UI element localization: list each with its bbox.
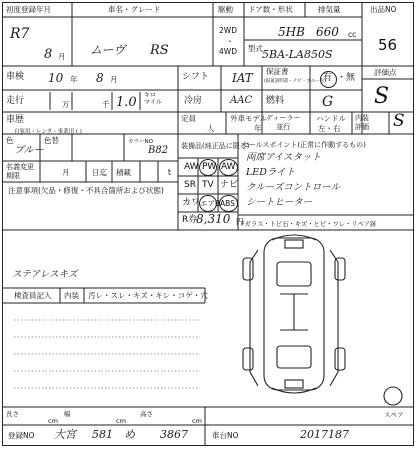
length-label: 長さ (6, 410, 19, 418)
abs-circle (219, 195, 238, 212)
glass-footer: Fガラス・トビ石・キズ・ヒビ・ワレ・リペア跡 (241, 221, 377, 228)
history-sub: 自家用・レンタ・事業用 ( ) (14, 129, 82, 135)
shift: IAT (232, 71, 253, 85)
drive-sep: ・ (226, 37, 234, 46)
interior-notes-options: 汚レ・スレ・キズ・キレ・コゲ・穴 (88, 291, 208, 300)
interior-score: S (393, 111, 405, 131)
ac-label: 冷房 (184, 96, 203, 106)
exhibit-number: 56 (378, 36, 398, 54)
fuel-label: 燃料 (266, 96, 285, 106)
name-change-month: 月 (62, 168, 70, 177)
aw-circle (219, 159, 238, 176)
fuel: G (322, 94, 334, 110)
recycle-value: 8,310 (196, 212, 231, 226)
model-label: 型式 (248, 44, 263, 53)
equip-aw-2: AW (221, 162, 236, 172)
height-unit: cm (192, 417, 202, 425)
reg-class: 581 (92, 428, 113, 441)
reg-number: 3867 (160, 428, 188, 441)
spare-label: スペア (384, 411, 404, 419)
ac: AAC (230, 95, 253, 106)
reg-no-label: 登録NO (8, 431, 35, 440)
score: S (374, 84, 390, 109)
capacity-unit: 人 (207, 124, 215, 133)
mileage-thousand: 千 (102, 100, 110, 109)
first-reg-year: R7 (10, 26, 30, 42)
name-change-label: 名義変更 期限 (6, 163, 34, 181)
sales-point-4: シートヒーター (246, 197, 313, 208)
name-change-day: 日迄 (92, 168, 107, 177)
color-value: ブルー (14, 145, 44, 156)
sales-point-3: クルーズコントロール (246, 182, 341, 193)
loading-unit: t (168, 168, 171, 177)
first-reg-month: 8 (44, 47, 53, 62)
notes-label: 注意事項(欠品・修復・不具合箇所および状態) (8, 186, 164, 195)
color-label: 色 (6, 136, 14, 145)
color-no-label: カラーNO (128, 139, 153, 145)
interior-label: 内装 評価 (355, 114, 369, 132)
car-name: ムーヴ (90, 43, 126, 57)
reg-kana: め (124, 428, 135, 441)
capacity-label: 定員 (181, 114, 196, 123)
model: 5BA-LA850S (262, 48, 333, 61)
sales-point-1: 両席アイスタット (246, 152, 322, 163)
mileage-label: 走行 (6, 96, 25, 106)
first-reg-month-suffix: 月 (58, 52, 66, 61)
grade: RS (150, 43, 169, 58)
equipment-label: 装備品(純正品に限る) (181, 142, 250, 150)
car-name-label: 車名・グレード (108, 5, 161, 14)
height-label: 高さ (140, 410, 153, 418)
dealer-label: ディーラー 並行 (266, 114, 301, 132)
handle-options: 左・右 (318, 124, 341, 133)
doors: 5HB (278, 25, 305, 39)
color-change-label: 色替 (44, 136, 59, 145)
year-unit: 年 (70, 75, 78, 84)
equip-abs: ABS (220, 199, 235, 208)
length-unit: cm (48, 417, 58, 425)
recycle-label: R券 (182, 215, 198, 225)
equip-pw: PW (202, 162, 217, 172)
notes-handwritten: ステアレスキズ (12, 269, 78, 280)
equip-leather: カワ (182, 198, 201, 208)
exhibit-label: 出品NO (370, 5, 397, 14)
mileage-man: 万 (62, 100, 70, 109)
import-unit: 年 (254, 124, 262, 133)
shift-label: シフト (182, 72, 210, 82)
sales-points-label: セールスポイント(正常に作動するもの) (242, 141, 366, 149)
warranty-yes: 有 (323, 73, 333, 83)
month-unit: 月 (110, 75, 118, 84)
drive-label: 駆動 (218, 5, 233, 14)
displacement-label: 排気量 (318, 5, 341, 14)
warranty-sub: (取扱説明書・ナビ・ブルー有) (264, 79, 326, 84)
history-label: 車歴 (6, 115, 25, 125)
score-label: 評価点 (374, 68, 397, 77)
inspection-label: 車検 (6, 72, 25, 82)
equip-aw-1: AW (184, 162, 199, 172)
width-unit: cm (116, 417, 126, 425)
interior-notes-label: 内装 (64, 291, 79, 300)
recycle-unit: 円 (236, 217, 244, 226)
inspection-year: 10 (48, 71, 64, 85)
km-unit: キロ マイル (144, 92, 162, 107)
handle-label: ハンドル (316, 114, 346, 123)
inspection-month: 8 (96, 71, 104, 85)
equip-airbag: エアB (200, 199, 221, 208)
drive-4wd: 4WD (219, 47, 237, 56)
warranty-no: 無 (346, 73, 356, 83)
first-reg-label: 初度登録年月 (6, 5, 51, 14)
import-label: 外車モデル (230, 114, 268, 123)
equip-sr: SR (184, 180, 196, 190)
equip-navi: ナビ (220, 180, 239, 190)
warranty-label: 保証書 (266, 67, 289, 76)
loading-label: 積載 (116, 168, 131, 177)
drive-2wd: 2WD (219, 26, 237, 35)
pw-circle (199, 159, 217, 176)
sales-point-2: LEDライト (246, 167, 296, 178)
width-label: 幅 (64, 410, 71, 418)
color-no: B82 (148, 145, 169, 156)
inspector-label: 検査員記入 (14, 291, 52, 300)
equip-tv: TV (202, 180, 214, 190)
mileage-value: 1.0 (116, 95, 137, 110)
warranty-sep: ・ (337, 73, 347, 83)
airbag-circle (199, 195, 217, 212)
car-damage-diagram (243, 235, 402, 405)
chassis-number: 2017187 (300, 428, 349, 441)
chassis-label: 車台NO (212, 431, 239, 440)
door-label: ドア数・形状 (248, 5, 293, 14)
displacement: 660 (316, 25, 339, 39)
cc-unit: cc (348, 30, 357, 39)
reg-area: 大宮 (54, 428, 76, 441)
